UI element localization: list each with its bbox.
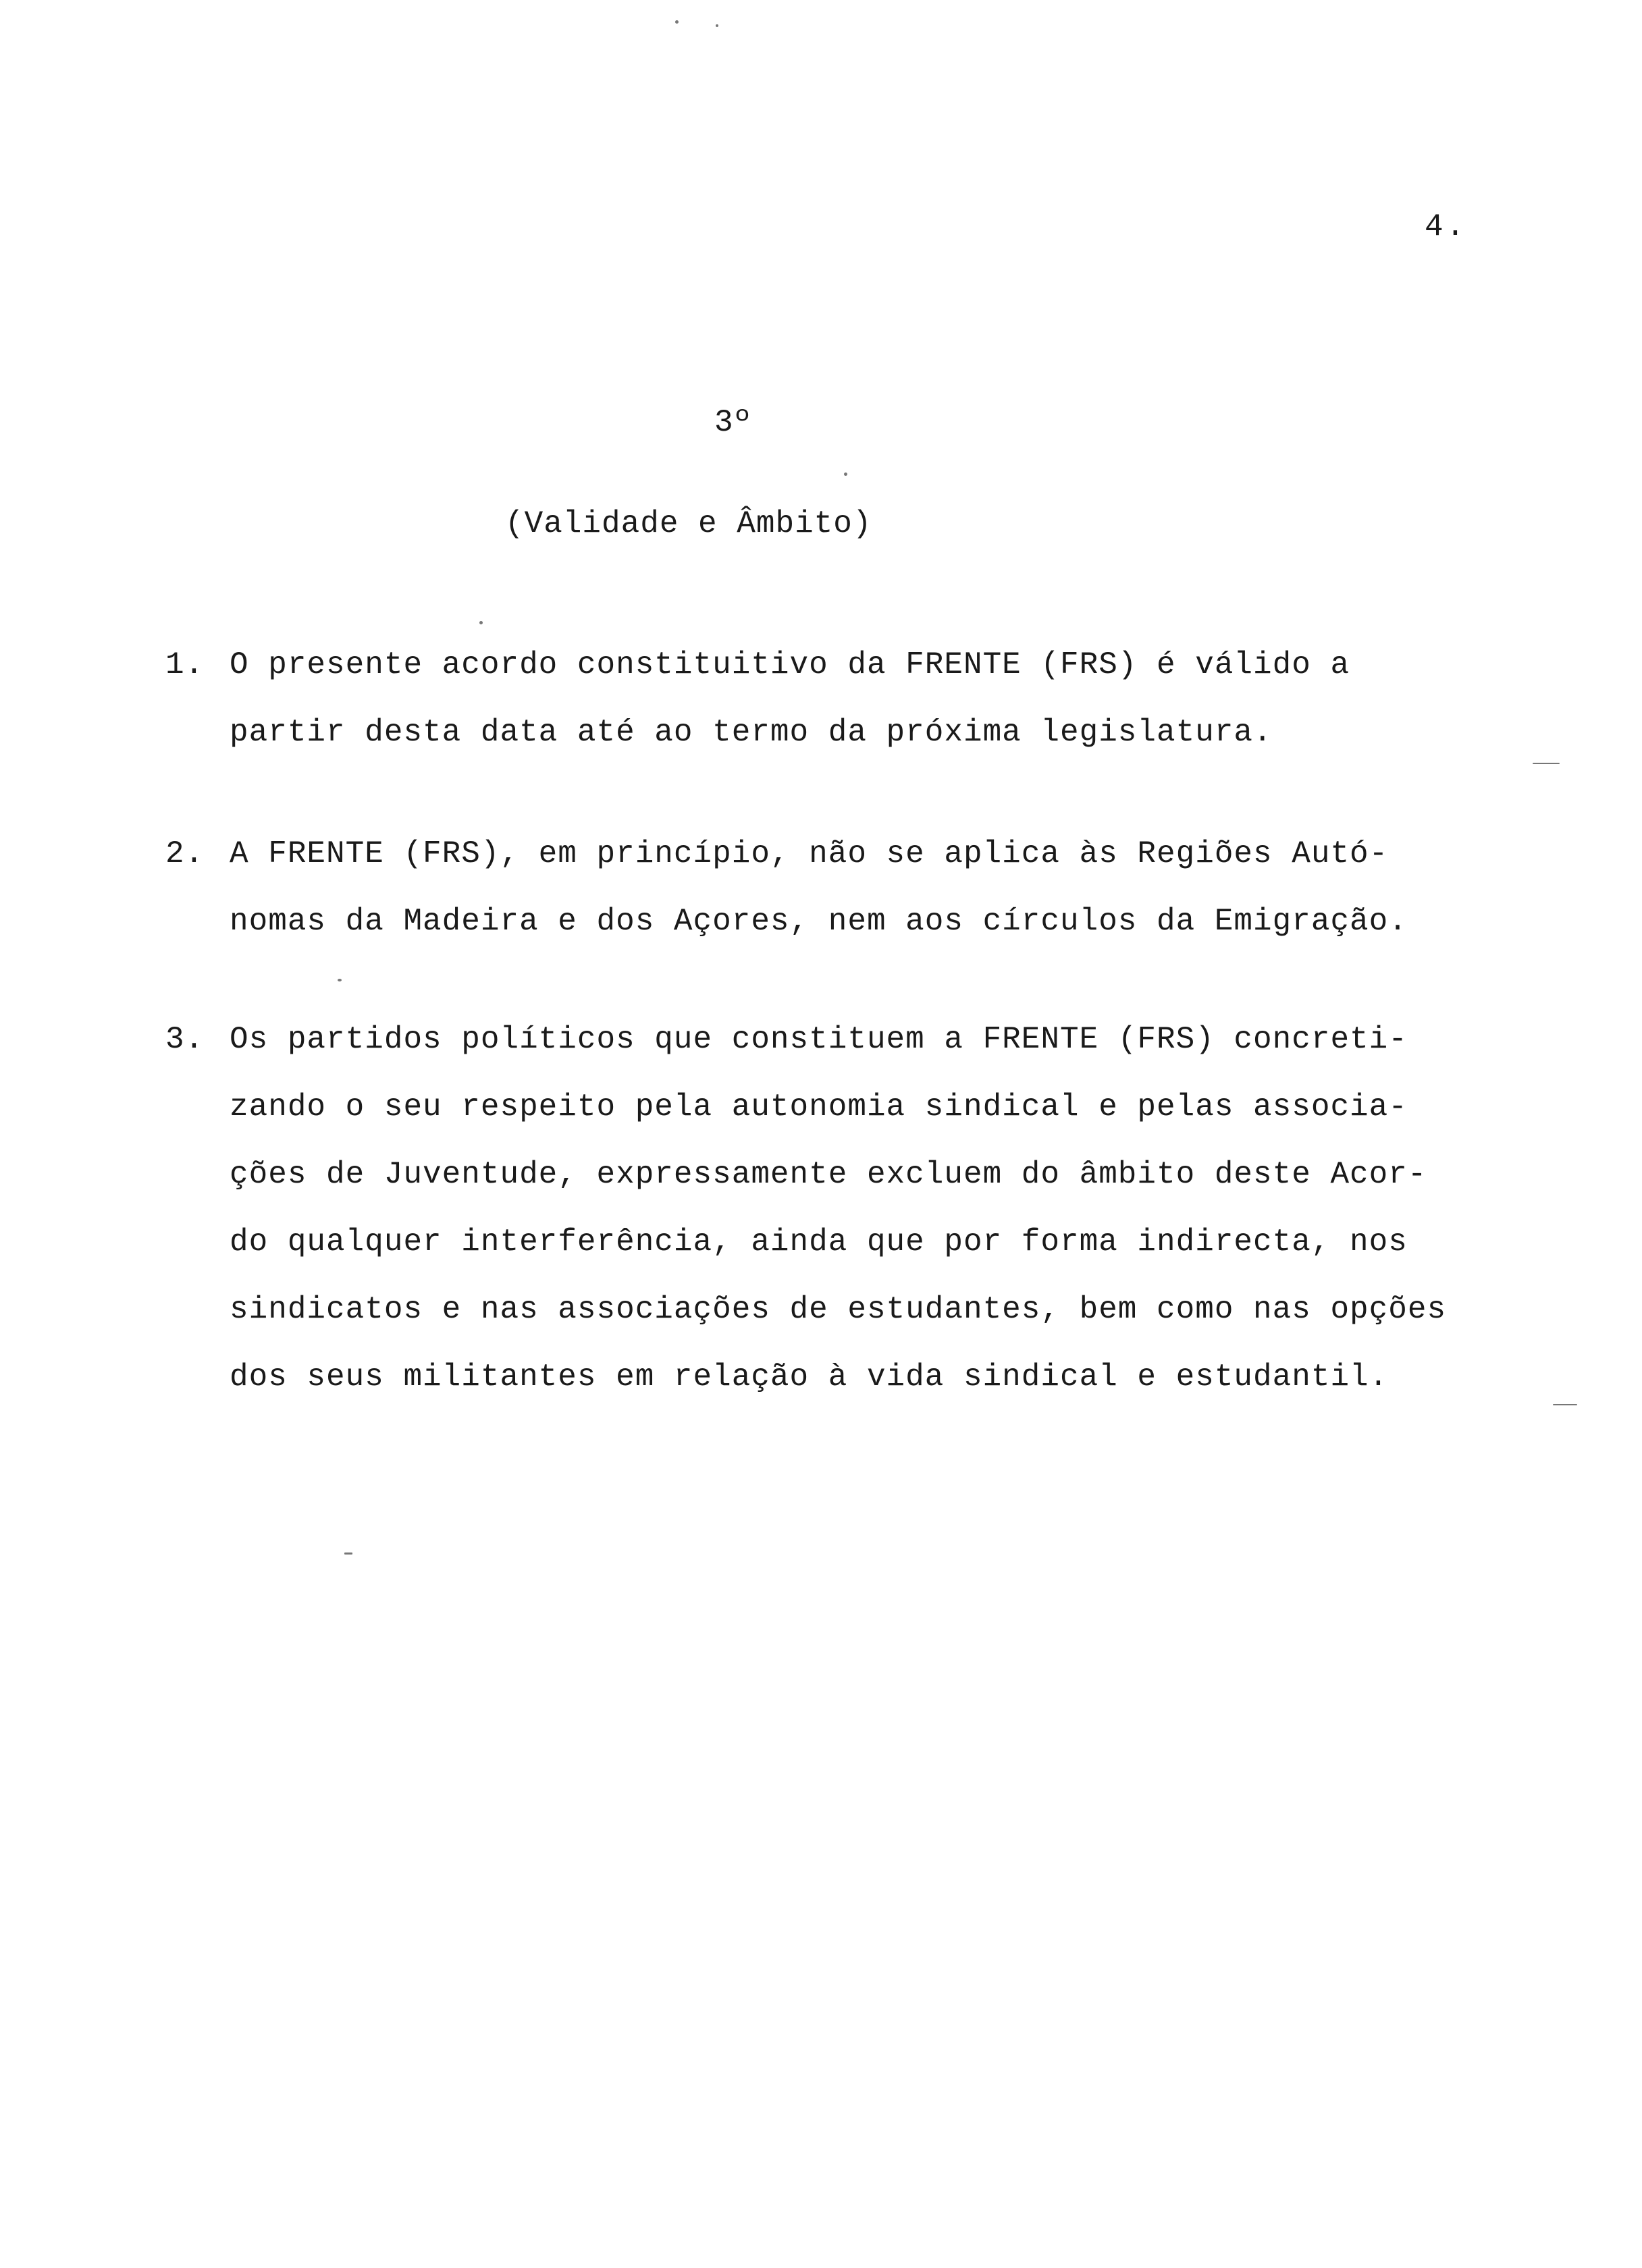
clause-1 — [165, 631, 1529, 766]
scan-speck — [716, 24, 718, 27]
clause-line: ções de Juventude, expressamente excluem do âmbito deste Acor- — [230, 1157, 1427, 1192]
page-number: 4. — [1425, 209, 1468, 244]
clause-line: nomas da Madeira e dos Açores, nem aos círculos da Emigração. — [230, 904, 1408, 939]
article-number: 3º — [714, 405, 752, 440]
clause-line: Os partidos políticos que constituem a FRENTE (FRS) concreti- — [230, 1022, 1408, 1057]
clause-line: zando o seu respeito pela autonomia sindical e pelas associa- — [230, 1089, 1408, 1125]
scan-speck — [344, 1552, 352, 1555]
clause-line: A FRENTE (FRS), em princípio, não se aplica às Regiões Autó- — [230, 836, 1389, 871]
scan-speck — [1533, 763, 1560, 764]
scan-speck — [1553, 1404, 1577, 1405]
scan-speck — [675, 20, 679, 24]
clause-line: do qualquer interferência, ainda que por forma indirecta, nos — [230, 1224, 1408, 1260]
clause-2 — [165, 820, 1529, 955]
clause-line: partir desta data até ao termo da próxima legislatura. — [230, 715, 1273, 750]
scan-speck — [479, 621, 483, 624]
clause-line: sindicatos e nas associações de estudantes, bem como nas opções — [230, 1292, 1447, 1327]
scan-speck — [844, 473, 847, 476]
clause-number: 3. — [165, 1022, 205, 1057]
clause-3 — [165, 1006, 1529, 1411]
clause-number: 1. — [165, 647, 205, 682]
clause-line: dos seus militantes em relação à vida sindical e estudantil. — [230, 1359, 1389, 1395]
scan-speck — [338, 979, 342, 981]
clause-number: 2. — [165, 836, 205, 871]
clause-line: O presente acordo constituitivo da FRENTE (FRS) é válido a — [230, 647, 1350, 682]
article-title: (Validade e Âmbito) — [505, 506, 872, 541]
